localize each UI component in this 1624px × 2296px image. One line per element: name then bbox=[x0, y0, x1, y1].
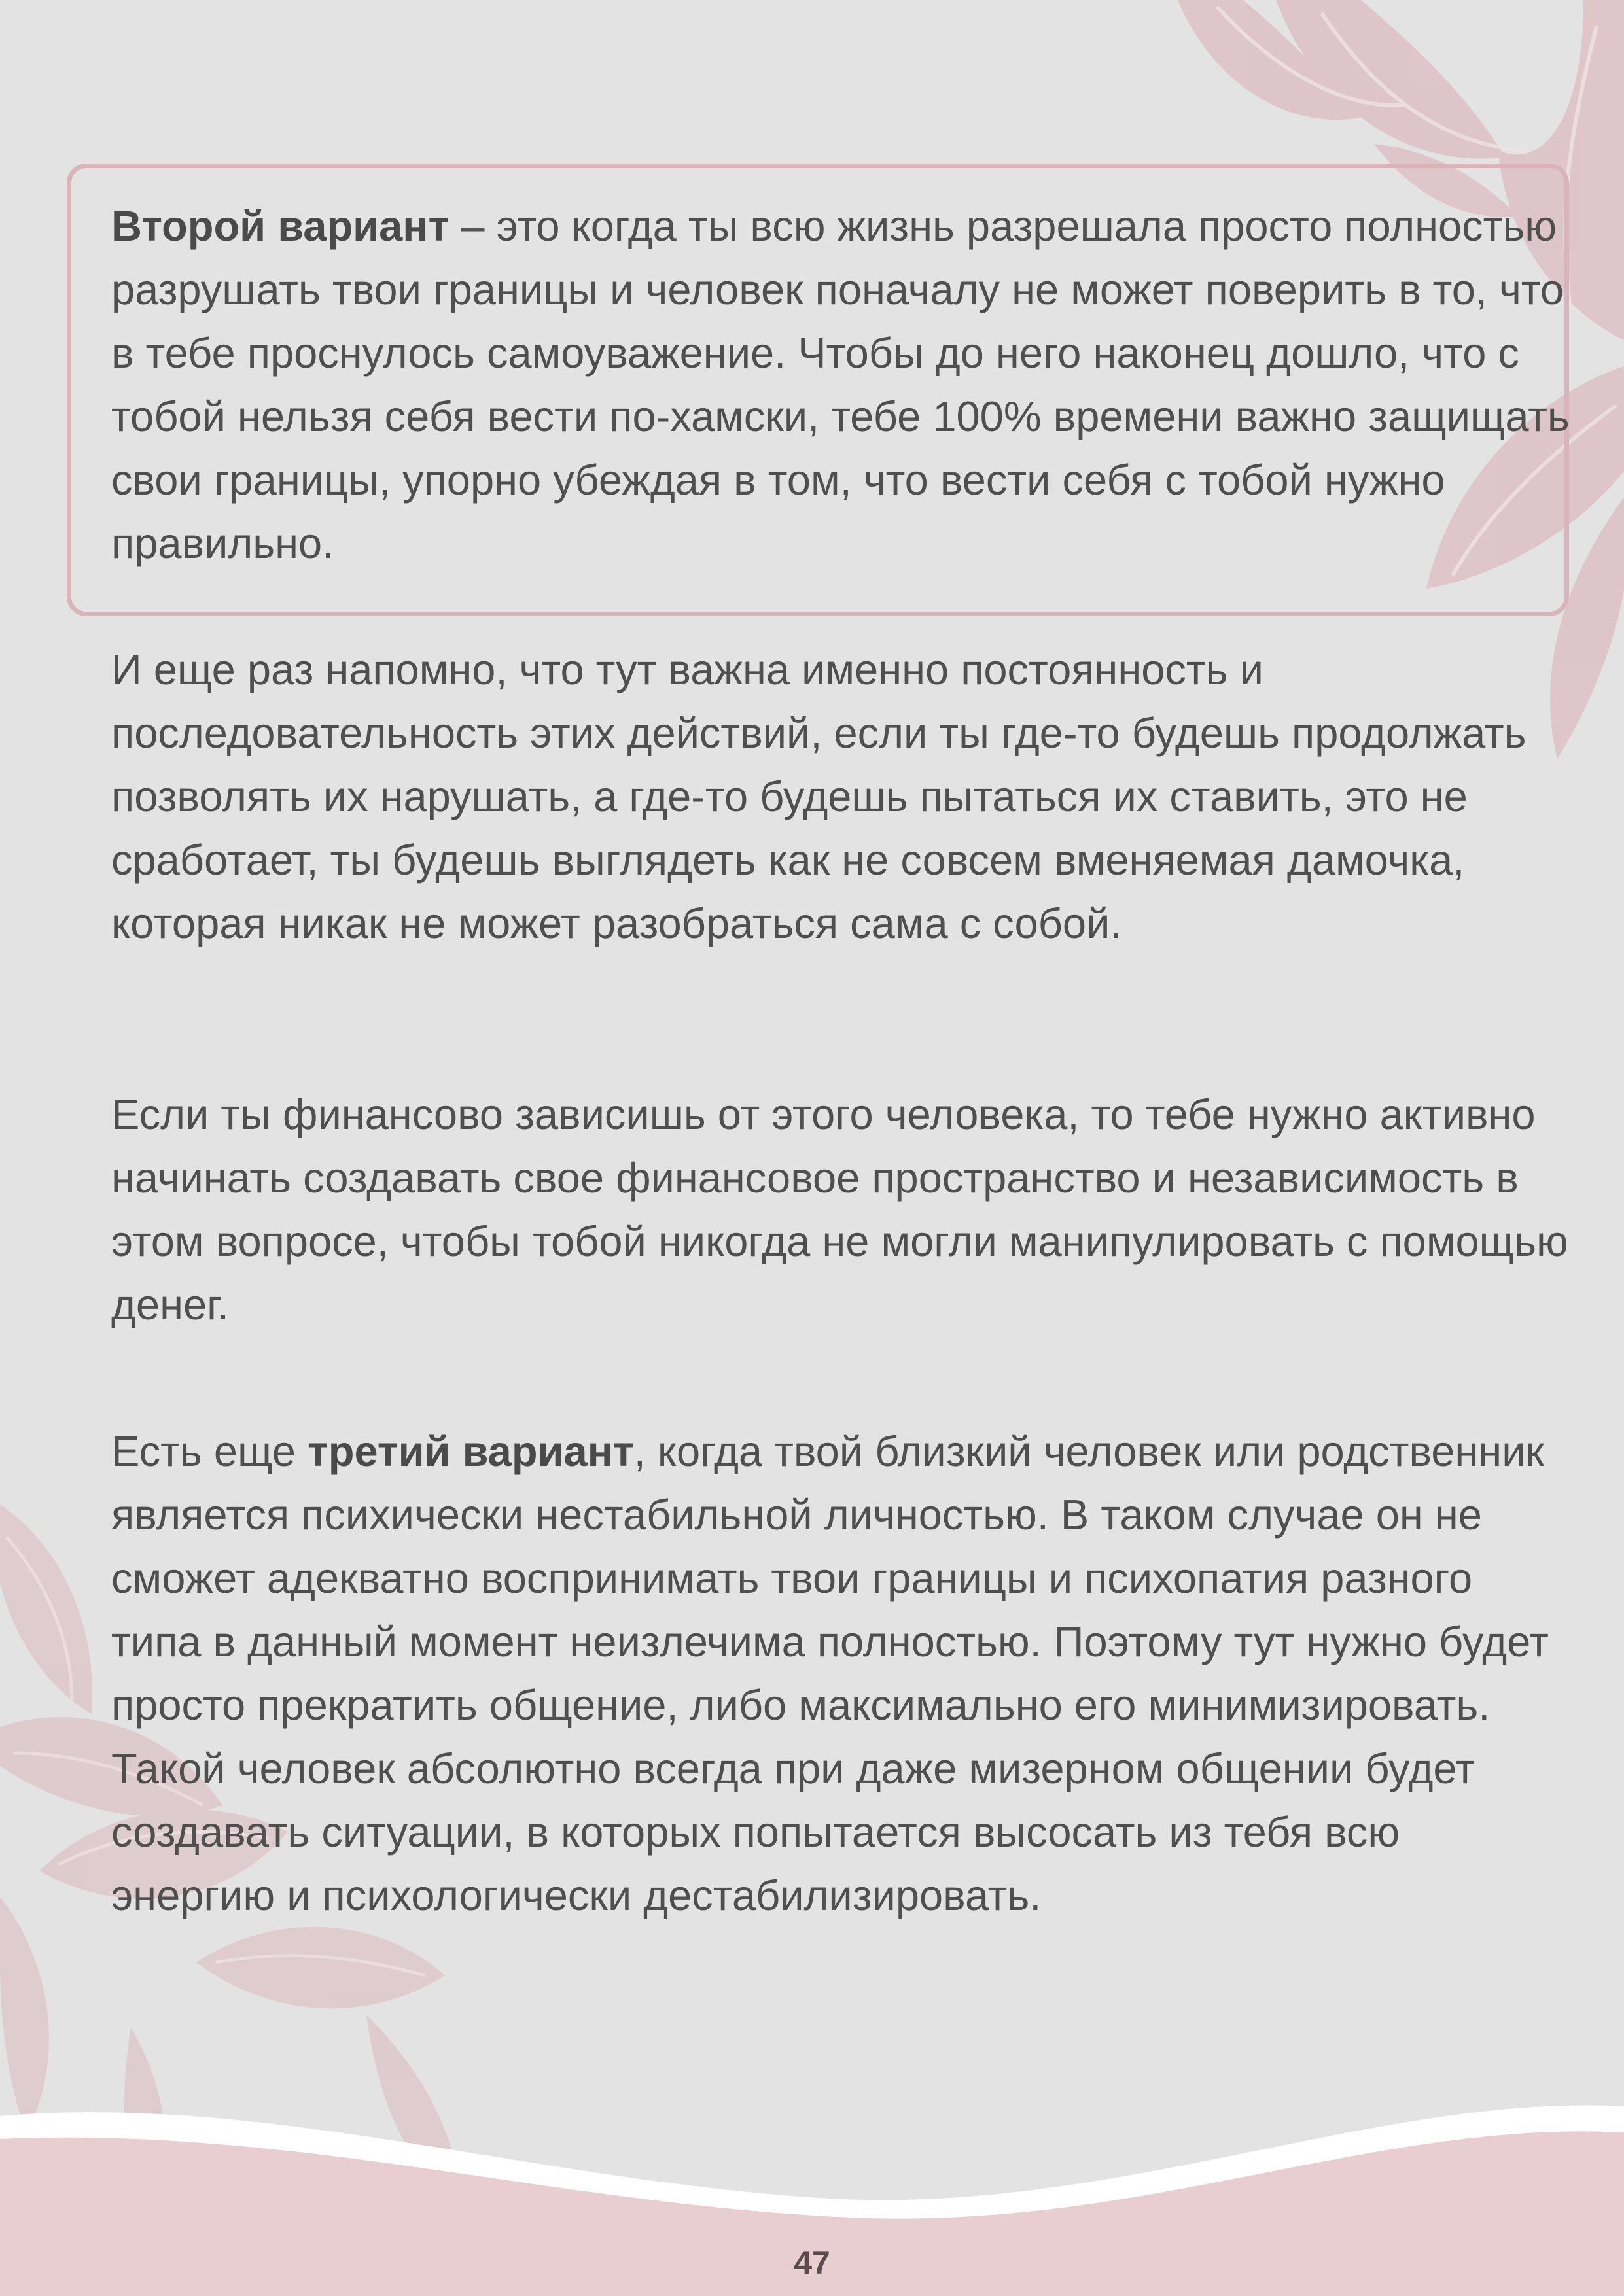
paragraph-consistency: И еще раз напомно, что тут важна именно постоянность и последовательность этих действий, если ты где-то будешь продолжать позволять их нарушать, а где-то будешь пытаться их ставить, это не сработает, ты будешь выглядеть как не совсем вменяемая дамочка, которая никак не может разобраться сама с собой. bbox=[111, 646, 1527, 947]
page-number: 47 bbox=[794, 2244, 830, 2281]
paragraph-financial: Если ты финансово зависишь от этого человека, то тебе нужно активно начинать создавать свое финансовое пространство и независимость в этом вопросе, чтобы тобой никогда не могли манипулировать с помощью денег. bbox=[111, 1090, 1568, 1329]
paragraph-third-variant bbox=[111, 1419, 1570, 1927]
callout-paragraph bbox=[111, 194, 1570, 575]
callout-bold-lead: Второй вариант bbox=[111, 202, 450, 250]
paragraph-lead: Есть еще bbox=[111, 1427, 308, 1475]
paragraph-text: , когда твой близкий человек или родственник является психически нестабильной личностью. В таком случае он не сможет адекватно воспринимать твои границы и психопатия разного типа в данный момент неизлечима полностью. Поэтому тут нужно будет просто прекратить общение, либо максимально его минимизировать. Такой человек абсолютно всегда при даже мизерном общении будет создавать ситуации, в которых попытается высосать из тебя всю энергию и психологически дестабилизировать. bbox=[111, 1427, 1549, 1919]
callout-text: – это когда ты всю жизнь разрешала просто полностью разрушать твои границы и человек поначалу не может поверить в то, что в тебе проснулось самоуважение. Чтобы до него наконец дошло, что с тобой нельзя себя вести по-хамски, тебе 100% времени важно защищать свои границы, упорно убеждая в том, что вести себя с тобой нужно правильно. bbox=[111, 202, 1570, 567]
paragraph-bold: третий вариант bbox=[307, 1427, 634, 1475]
